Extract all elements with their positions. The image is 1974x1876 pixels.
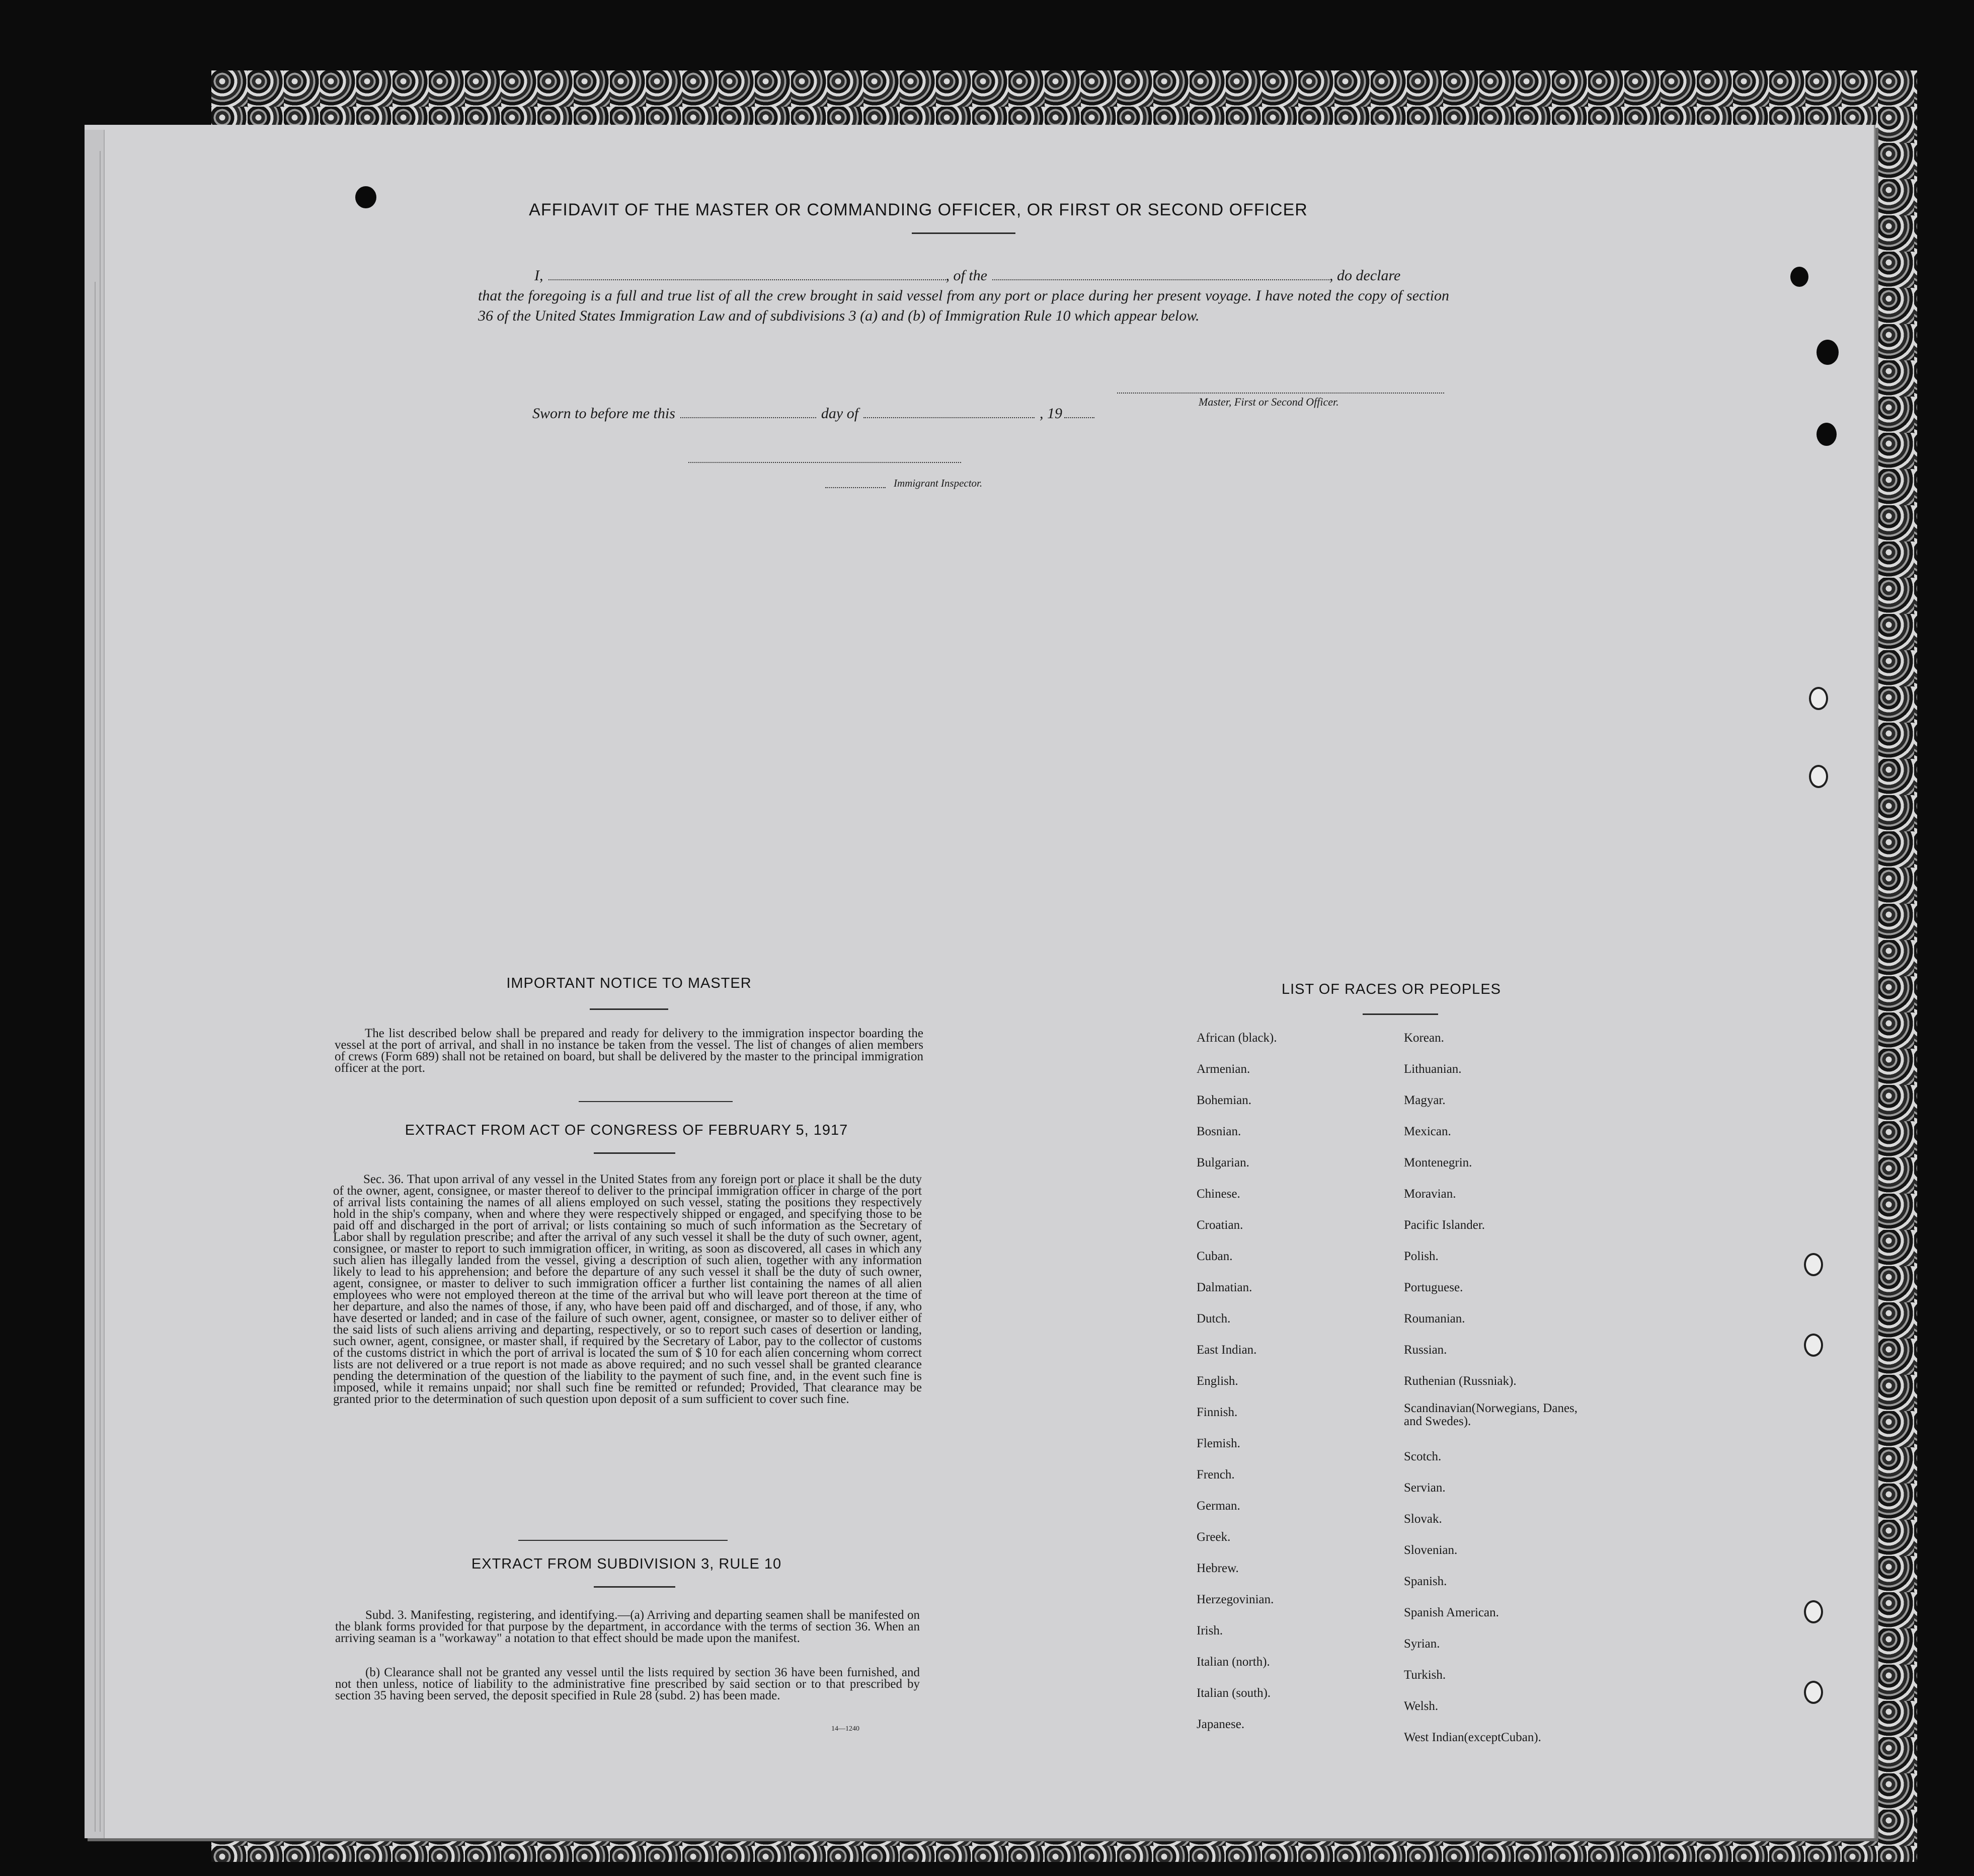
race-item: Bohemian.	[1197, 1093, 1252, 1107]
race-item: Moravian.	[1404, 1187, 1456, 1201]
notice-title: IMPORTANT NOTICE TO MASTER	[506, 975, 752, 991]
binder-ring	[1804, 1253, 1823, 1276]
race-item: Dutch.	[1197, 1312, 1231, 1325]
sworn-day-field[interactable]	[680, 405, 816, 418]
binder-ring	[1804, 1681, 1823, 1704]
race-item: Croatian.	[1197, 1218, 1243, 1232]
stub-rule-line	[100, 151, 101, 1832]
race-item: Greek.	[1197, 1530, 1231, 1544]
race-item: Armenian.	[1197, 1062, 1250, 1076]
race-item: German.	[1197, 1499, 1240, 1513]
race-item: Roumanian.	[1404, 1312, 1465, 1325]
race-item: Herzegovinian.	[1197, 1593, 1274, 1606]
stub-rule-line	[95, 282, 96, 1832]
race-item: Italian (south).	[1197, 1686, 1271, 1700]
binder-ring	[1804, 1600, 1823, 1623]
race-item: Welsh.	[1404, 1699, 1439, 1713]
race-item: Montenegrin.	[1404, 1156, 1472, 1169]
race-item: English.	[1197, 1374, 1238, 1388]
race-item: Portuguese.	[1404, 1281, 1463, 1294]
act-extract-title-rule	[594, 1152, 675, 1154]
races-column-1	[1197, 1023, 1277, 1740]
sworn-prefix: Sworn to before me this	[532, 405, 675, 422]
race-item: East Indian.	[1197, 1343, 1257, 1357]
race-item: Magyar.	[1404, 1093, 1446, 1107]
sworn-day-label: day of	[821, 405, 859, 422]
race-item: Spanish.	[1404, 1575, 1447, 1588]
race-item: Mexican.	[1404, 1125, 1451, 1138]
sworn-line	[532, 405, 1094, 422]
race-item: Hebrew.	[1197, 1561, 1239, 1575]
section-divider	[518, 1540, 728, 1541]
inspector-signature-field[interactable]	[688, 462, 961, 463]
race-item: Ruthenian (Russniak).	[1404, 1374, 1517, 1388]
rule-extract-para-a: Subd. 3. Manifesting, registering, and identifying.—(a) Arriving and departing seamen shall be manifested on the blank forms provided for that purpose by the department, in accordance with the terms of section 36. When an arriving seaman is a "workaway" a notation to that effect should be made upon the manifest.	[335, 1608, 920, 1645]
race-item: Russian.	[1404, 1343, 1447, 1357]
race-item: Turkish.	[1404, 1668, 1446, 1682]
race-item: Korean.	[1404, 1031, 1444, 1045]
sworn-year-field[interactable]	[1064, 405, 1094, 418]
affidavit-title-rule	[912, 232, 1015, 234]
race-item: West Indian(exceptCuban).	[1404, 1731, 1541, 1744]
race-item: African (black).	[1197, 1031, 1277, 1045]
race-item: Japanese.	[1197, 1717, 1245, 1731]
affidavit-i-label: I,	[534, 267, 543, 284]
notice-title-rule	[590, 1008, 668, 1010]
inspector-dotted-lead	[825, 487, 886, 488]
race-item: Dalmatian.	[1197, 1281, 1252, 1294]
form-number: 14—1240	[831, 1725, 859, 1733]
race-item: French.	[1197, 1468, 1235, 1481]
officer-signature-field[interactable]	[1117, 393, 1444, 394]
race-item: Scotch.	[1404, 1450, 1442, 1463]
affidavit-body-text: that the foregoing is a full and true list of all the crew brought in said vessel from any port or place during her present voyage. I have noted the copy of section 36 of the United States Immigration Law and of subdivisions 3 (a) and (b) of Immigration Rule 10 which appear below.	[478, 287, 1449, 324]
race-item: Lithuanian.	[1404, 1062, 1462, 1076]
races-title-rule	[1363, 1013, 1438, 1015]
section-divider	[579, 1101, 733, 1102]
race-item: Finnish.	[1197, 1405, 1238, 1419]
race-item: Spanish American.	[1404, 1606, 1499, 1619]
sworn-year-label: , 19	[1040, 405, 1063, 422]
race-item: Bosnian.	[1197, 1125, 1241, 1138]
races-title: LIST OF RACES OR PEOPLES	[1281, 981, 1502, 997]
race-item: Cuban.	[1197, 1249, 1233, 1263]
affidavit-statement	[478, 266, 1449, 326]
race-item: Polish.	[1404, 1249, 1439, 1263]
affidavit-declare-label: , do declare	[1329, 267, 1401, 284]
race-item: Syrian.	[1404, 1637, 1440, 1651]
race-item: Flemish.	[1197, 1437, 1240, 1450]
rule-extract-title-rule	[594, 1586, 675, 1588]
race-item: Italian (north).	[1197, 1655, 1270, 1669]
officer-name-field[interactable]	[548, 267, 946, 280]
race-item: Bulgarian.	[1197, 1156, 1249, 1169]
binder-ring	[1804, 1334, 1823, 1357]
vessel-name-field[interactable]	[992, 267, 1329, 280]
race-item: Servian.	[1404, 1481, 1446, 1495]
punch-hole	[1817, 423, 1837, 446]
rule-extract-title: EXTRACT FROM SUBDIVISION 3, RULE 10	[471, 1556, 782, 1572]
signature-label: Master, First or Second Officer.	[1199, 396, 1339, 408]
punch-hole	[355, 186, 376, 208]
race-item: Slovenian.	[1404, 1543, 1458, 1557]
punch-hole	[1817, 340, 1839, 365]
race-item: Irish.	[1197, 1624, 1223, 1637]
binder-ring	[1809, 687, 1828, 710]
race-item: Chinese.	[1197, 1187, 1240, 1201]
races-column-2	[1404, 1023, 1585, 1753]
act-extract-title: EXTRACT FROM ACT OF CONGRESS OF FEBRUARY 5, 1917	[405, 1122, 848, 1138]
affidavit-of-the-label: , of the	[945, 267, 987, 284]
act-extract-text: Sec. 36. That upon arrival of any vessel in the United States from any foreign port or place it shall be the duty of the owner, agent, consignee, or master thereof to deliver to the principal immigration officer in charge of the port of arrival lists containing the names of all aliens employed on such vessel, stating the positions they respectively hold in the ship's company, when and where they were respectively shipped or engaged, and specifying those to be paid off and discharged in the port of arrival; or lists containing so much of such information as the Secretary of Labor shall by regulation prescribe; and after the arrival of any such vessel it shall be the duty of such owner, agent, consignee, or master to report to such immigration officer, in writing, as soon as discovered, all cases in which any such alien has illegally landed from the vessel, giving a description of such alien, together with any information likely to lead to his apprehension; and before the departure of any such vessel it shall be the duty of such owner, agent, consignee, or master to deliver to such immigration officer a further list containing the names of all alien employees who were not employed thereon at the time of the arrival but who will leave port thereon at the time of her departure, and also the names of those, if any, who have been paid off and discharged, and of those, if any, who have deserted or landed; and in case of the failure of such owner, agent, consignee, or master so to deliver either of the said lists of such aliens arriving and departing, respectively, or so to report such cases of desertion or landing, such owner, agent, consignee, or master shall, if required by the Secretary of Labor, pay to the collector of customs of the customs district in which the port of arrival is located the sum of $ 10 for each alien concerning whom correct lists are not delivered or a true report is not made as above required; and no such vessel shall be granted clearance pending the determination of the question of the liability to the payment of such fine, and, in the event such fine is imposed, while it remains unpaid; nor shall such fine be remitted or refunded; Provided, That clearance may be granted prior to the determination of such question upon deposit of a sum sufficient to cover such fine.	[333, 1172, 922, 1406]
rule-extract-para-b: (b) Clearance shall not be granted any vessel until the lists required by section 36 have been furnished, and not then unless, notice of liability to the administrative fine prescribed by said section or to that prescribed by section 35 having been served, the deposit specified in Rule 28 (subd. 2) has been made.	[335, 1666, 920, 1702]
race-item: Scandinavian(Norwegians, Danes, and Swedes).	[1404, 1401, 1578, 1428]
race-item: Slovak.	[1404, 1512, 1442, 1526]
sworn-month-field[interactable]	[863, 405, 1035, 418]
punch-hole	[1790, 267, 1808, 287]
binder-ring	[1809, 765, 1828, 788]
notice-text: The list described below shall be prepared and ready for delivery to the immigration inspector boarding the vessel at the port of arrival, and shall in no instance be taken from the vessel. The list of changes of alien members of crews (Form 689) shall not be retained on board, but shall be delivered by the master to the principal immigration officer at the port.	[335, 1027, 923, 1075]
affidavit-title: AFFIDAVIT OF THE MASTER OR COMMANDING OFFICER, OR FIRST OR SECOND OFFICER	[529, 200, 1308, 219]
inspector-label: Immigrant Inspector.	[894, 477, 983, 489]
race-item: Pacific Islander.	[1404, 1218, 1485, 1232]
